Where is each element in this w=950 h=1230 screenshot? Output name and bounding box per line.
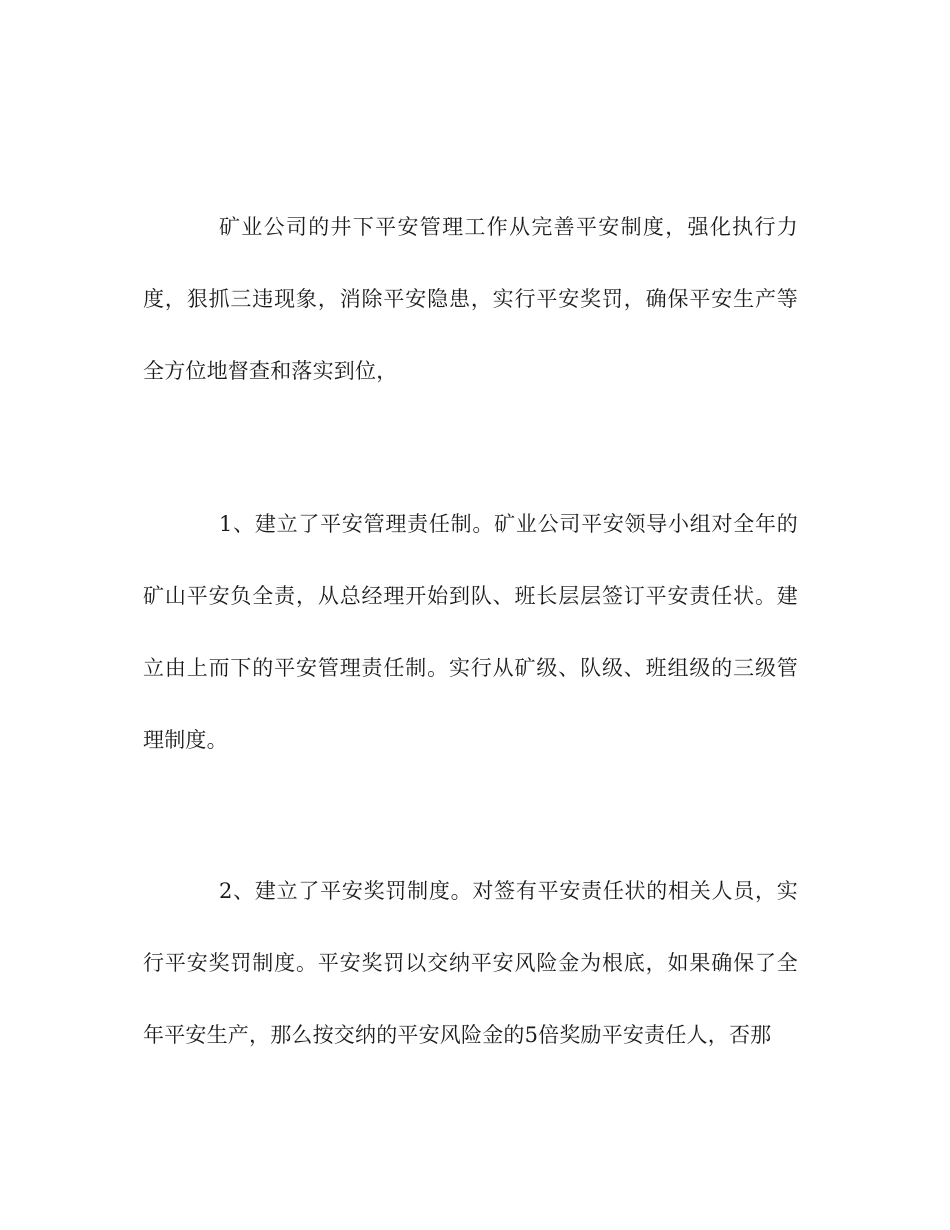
paragraph-responsibility-system: 1、建立了平安管理责任制。矿业公司平安领导小组对全年的矿山平安负全责，从总经理开始到队、班长层层签订平安责任状。建立由上而下的平安管理责任制。实行从矿级、队级、班组级的三级管理制度。 (143, 512, 798, 752)
paragraph-reward-penalty-system: 2、建立了平安奖罚制度。对签有平安责任状的相关人员，实行平安奖罚制度。平安奖罚以交纳平安风险金为根底，如果确保了全年平安生产，那么按交纳的平安风险金的5倍奖励平安责任人，否那 (143, 879, 798, 1047)
paragraph-intro: 矿业公司的井下平安管理工作从完善平安制度，强化执行力度，狠抓三违现象，消除平安隐患，实行平安奖罚，确保平安生产等全方位地督查和落实到位， (143, 215, 798, 383)
